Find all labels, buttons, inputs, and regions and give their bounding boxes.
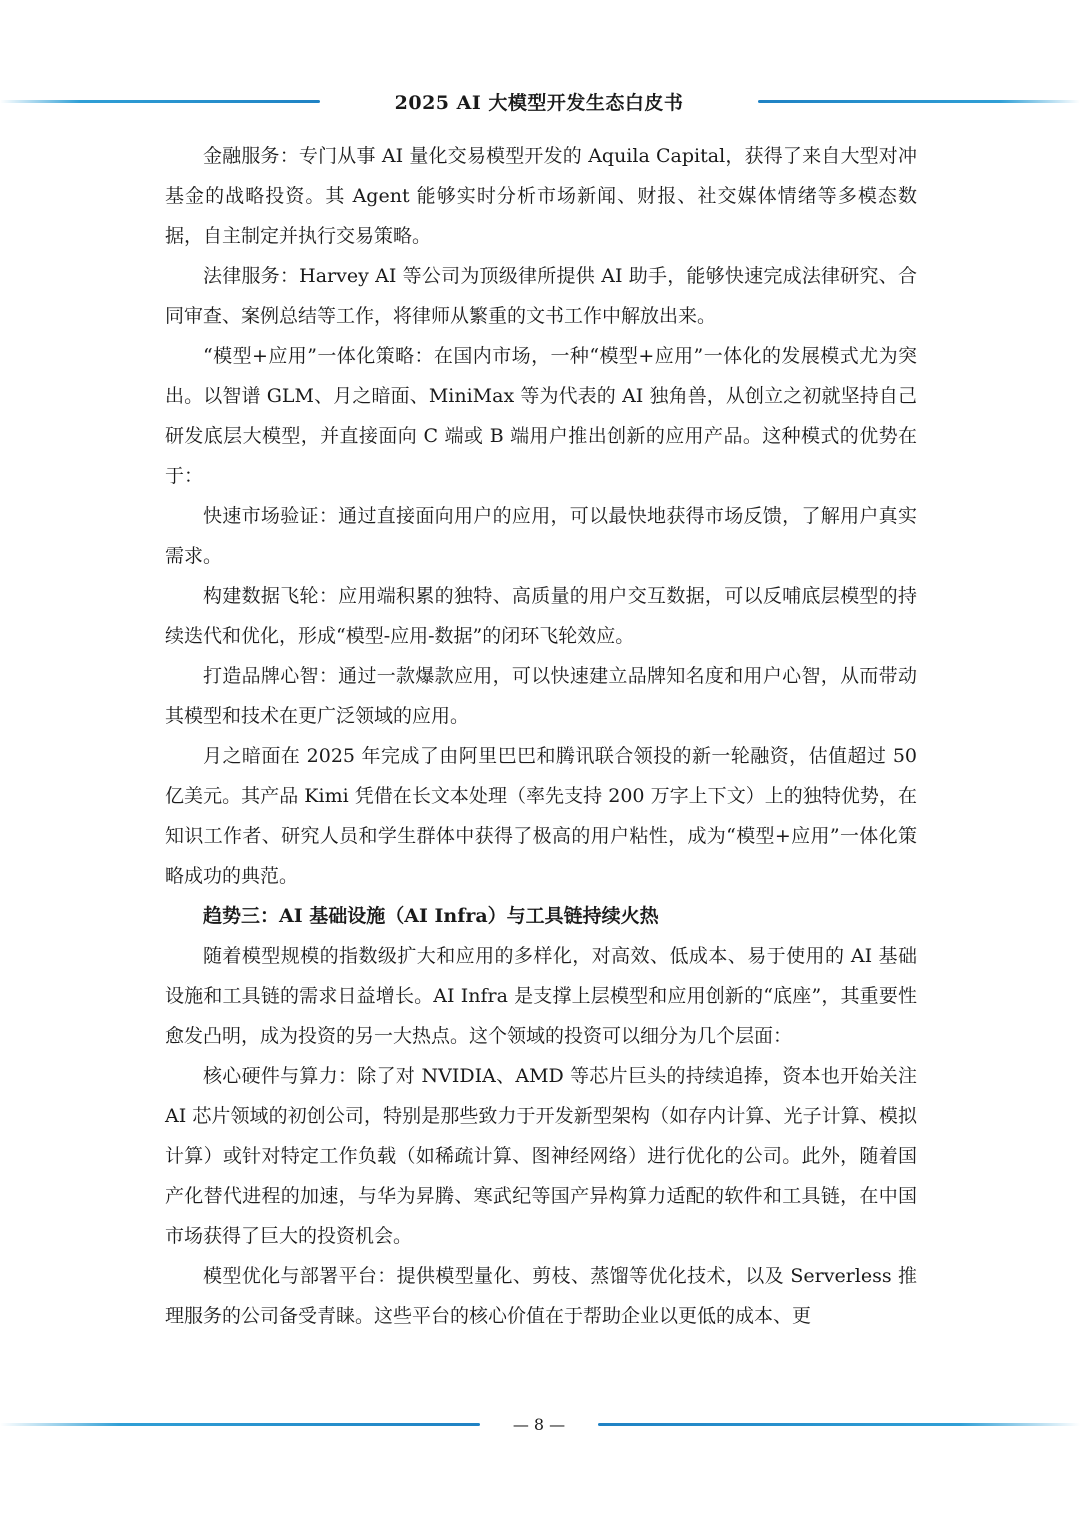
header-rule-right	[758, 100, 1080, 103]
body-text	[165, 136, 917, 1336]
paragraph-finance: 金融服务：专门从事 AI 量化交易模型开发的 Aquila Capital，获得了来自大型对冲基金的战略投资。其 Agent 能够实时分析市场新闻、财报、社交媒体情绪等多模态数据，自主制定并执行交易策略。	[165, 145, 917, 247]
paragraph-brand-mindshare: 打造品牌心智：通过一款爆款应用，可以快速建立品牌知名度和用户心智，从而带动其模型和技术在更广泛领域的应用。	[165, 665, 917, 727]
page-number: — 8 —	[512, 1415, 566, 1434]
footer-rule-right	[598, 1423, 1080, 1426]
page-header	[0, 88, 1080, 118]
page-title: 2025 AI 大模型开发生态白皮书	[394, 92, 684, 114]
paragraph-optimization-platforms: 模型优化与部署平台：提供模型量化、剪枝、蒸馏等优化技术，以及 Serverless 推理服务的公司备受青睐。这些平台的核心价值在于帮助企业以更低的成本、更	[165, 1265, 917, 1327]
paragraph-market-validation: 快速市场验证：通过直接面向用户的应用，可以最快地获得市场反馈，了解用户真实需求。	[165, 505, 917, 567]
paragraph-model-app-strategy: “模型+应用”一体化策略：在国内市场，一种“模型+应用”一体化的发展模式尤为突出。以智谱 GLM、月之暗面、MiniMax 等为代表的 AI 独角兽，从创立之初就坚持自己研发底层大模型，并直接面向 C 端或 B 端用户推出创新的应用产品。这种模式的优势在于：	[165, 345, 917, 487]
paragraph-legal: 法律服务：Harvey AI 等公司为顶级律所提供 AI 助手，能够快速完成法律研究、合同审查、案例总结等工作，将律师从繁重的文书工作中解放出来。	[165, 265, 917, 327]
page-footer	[0, 1410, 1080, 1440]
paragraph-hardware-compute: 核心硬件与算力：除了对 NVIDIA、AMD 等芯片巨头的持续追捧，资本也开始关注 AI 芯片领域的初创公司，特别是那些致力于开发新型架构（如存内计算、光子计算、模拟计算）或针对特定工作负载（如稀疏计算、图神经网络）进行优化的公司。此外，随着国产化替代进程的加速，与华为昇腾、寒武纪等国产异构算力适配的软件和工具链，在中国市场获得了巨大的投资机会。	[165, 1065, 917, 1247]
paragraph-ai-infra-intro: 随着模型规模的指数级扩大和应用的多样化，对高效、低成本、易于使用的 AI 基础设施和工具链的需求日益增长。AI Infra 是支撑上层模型和应用创新的“底座”，其重要性愈发凸明，成为投资的另一大热点。这个领域的投资可以细分为几个层面：	[165, 945, 917, 1047]
section-heading-trend-three: 趋势三：AI 基础设施（AI Infra）与工具链持续火热	[203, 905, 659, 927]
footer-rule-left	[0, 1423, 480, 1426]
header-rule-left	[0, 100, 320, 103]
paragraph-moonshot: 月之暗面在 2025 年完成了由阿里巴巴和腾讯联合领投的新一轮融资，估值超过 50 亿美元。其产品 Kimi 凭借在长文本处理（率先支持 200 万字上下文）上的独特优势，在知识工作者、研究人员和学生群体中获得了极高的用户粘性，成为“模型+应用”一体化策略成功的典范。	[165, 745, 917, 887]
paragraph-data-flywheel: 构建数据飞轮：应用端积累的独特、高质量的用户交互数据，可以反哺底层模型的持续迭代和优化，形成“模型-应用-数据”的闭环飞轮效应。	[165, 585, 917, 647]
